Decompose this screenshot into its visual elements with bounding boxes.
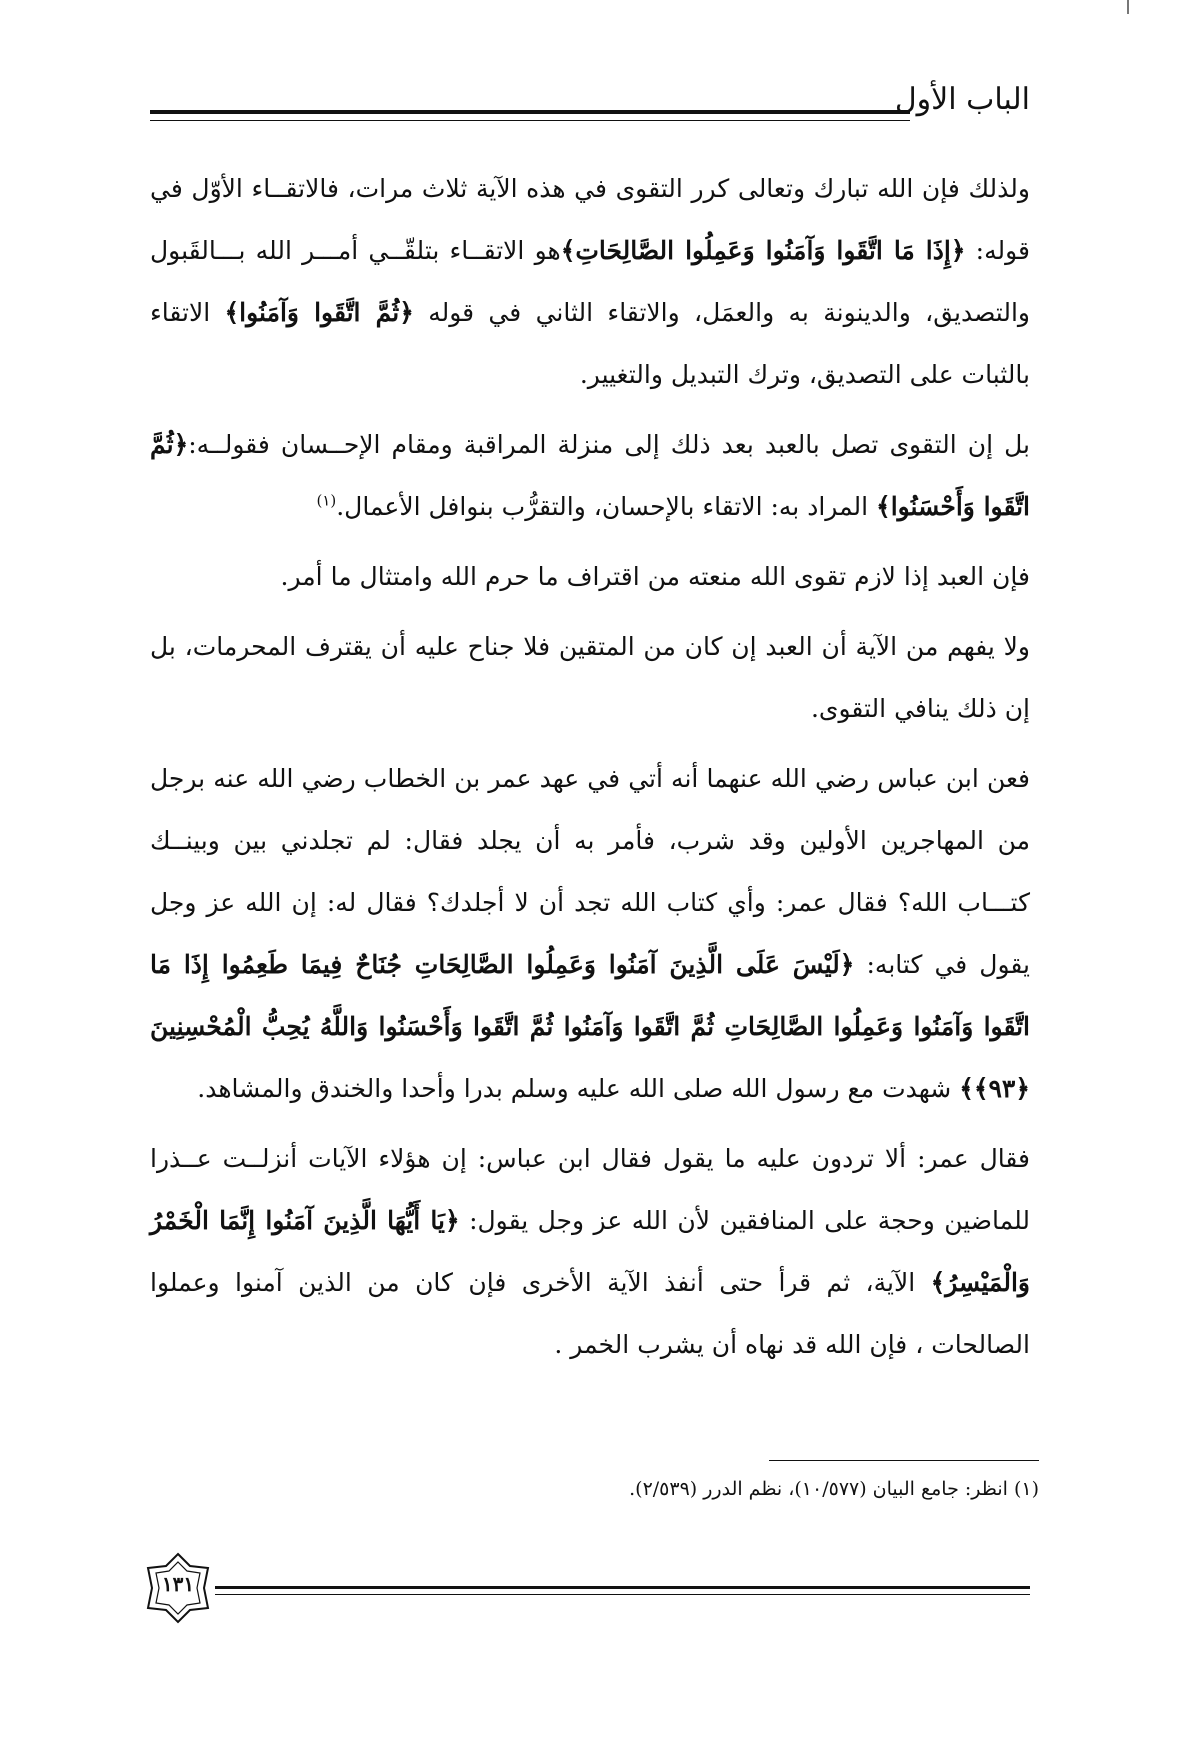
footnote-reference[interactable]: (١) xyxy=(316,491,337,510)
paragraph-text: بل إن التقوى تصل بالعبد بعد ذلك إلى منزلة المراقبة ومقام الإحــسان فقولــه: xyxy=(188,430,1030,459)
paragraph-text: فقال عمر: ألا تردون عليه ما يقول فقال ابن عباس: إن هؤلاء الآيات أنزلــت عــذرا للماضين وحجة على المنافقين لأن الله عز وجل يقول: xyxy=(150,1144,1030,1235)
footer-rule xyxy=(215,1586,1030,1595)
paragraph xyxy=(150,748,1030,1120)
scan-mark xyxy=(1127,0,1129,14)
paragraph-text: شهدت مع رسول الله صلى الله عليه وسلم بدرا وأحدا والخندق والمشاهد. xyxy=(197,1074,960,1103)
chapter-title: الباب الأول xyxy=(894,82,1030,117)
quran-verse: ﴿ثُمَّ اتَّقَوا وَآمَنُوا﴾ xyxy=(224,298,414,327)
paragraph-text: ولذلك فإن الله تبارك وتعالى كرر التقوى في هذه الآية ثلاث مرات، فالاتقــاء الأوّل في قوله: xyxy=(150,174,1030,265)
paragraph xyxy=(150,158,1030,406)
paragraph-text: هو الاتقــاء بتلقّــي أمـــر الله بـــالقَبول والتصديق، والدينونة به والعمَل، والاتقاء الثاني في قوله xyxy=(150,236,1030,327)
quran-verse: ﴿ثُمَّ اتَّقَوا وَأَحْسَنُوا﴾ xyxy=(150,430,1030,521)
page-number: ١٣١ xyxy=(161,1572,195,1596)
body-text xyxy=(150,158,1030,1376)
quran-verse: ﴿إِذَا مَا اتَّقَوا وَآمَنُوا وَعَمِلُوا الصَّالِحَاتِ﴾ xyxy=(560,236,966,265)
paragraph-text: الآية، ثم قرأ حتى أنفذ الآية الأخرى فإن كان من الذين آمنوا وعملوا الصالحات ، فإن الله قد نهاه أن يشرب الخمر . xyxy=(150,1268,1030,1359)
quran-verse: ﴿يَا أَيُّهَا الَّذِينَ آمَنُوا إِنَّمَا الْخَمْرُ وَالْمَيْسِرُ﴾ xyxy=(150,1206,1030,1297)
paragraph-text: المراد به: الاتقاء بالإحسان، والتقرُّب بنوافل الأعمال. xyxy=(336,492,877,521)
paragraph xyxy=(150,414,1030,538)
paragraph xyxy=(150,1128,1030,1376)
header-rule xyxy=(150,110,910,121)
paragraph-text: الاتقاء بالثبات على التصديق، وترك التبديل والتغيير. xyxy=(150,298,1030,389)
paragraph xyxy=(150,546,1030,608)
paragraph-text: فإن العبد إذا لازم تقوى الله منعته من اقتراف ما حرم الله وامتثال ما أمر. xyxy=(280,562,1030,591)
paragraph xyxy=(150,616,1030,740)
quran-verse: ﴿لَيْسَ عَلَى الَّذِينَ آمَنُوا وَعَمِلُوا الصَّالِحَاتِ جُنَاحٌ فِيمَا طَعِمُوا إِذَا مَا اتَّقَوا وَآمَنُوا وَعَمِلُوا الصَّالِحَاتِ ثُمَّ اتَّقَوا وَآمَنُوا ثُمَّ اتَّقَوا وَأَحْسَنُوا وَاللَّهُ يُحِبُّ الْمُحْسِنِينَ ﴿٩٣﴾﴾ xyxy=(150,950,1030,1103)
footnote-rule xyxy=(769,1460,1039,1461)
footnote: (١) انظر: جامع البيان (١٠/٥٧٧)، نظم الدرر (٢/٥٣٩). xyxy=(629,1478,1039,1500)
paragraph-text: فعن ابن عباس رضي الله عنهما أنه أتي في عهد عمر بن الخطاب رضي الله عنه برجل من المهاجرين الأولين وقد شرب، فأمر به أن يجلد فقال: لم تجلدني بين وبينــك كتـــاب الله؟ فقال عمر: وأي كتاب الله تجد أن لا أجلدك؟ فقال له: إن الله عز وجل يقول في كتابه: xyxy=(150,764,1030,979)
page-header xyxy=(150,78,1030,138)
paragraph-text: ولا يفهم من الآية أن العبد إن كان من المتقين فلا جناح عليه أن يقترف المحرمات، بل إن ذلك ينافي التقوى. xyxy=(150,632,1030,723)
